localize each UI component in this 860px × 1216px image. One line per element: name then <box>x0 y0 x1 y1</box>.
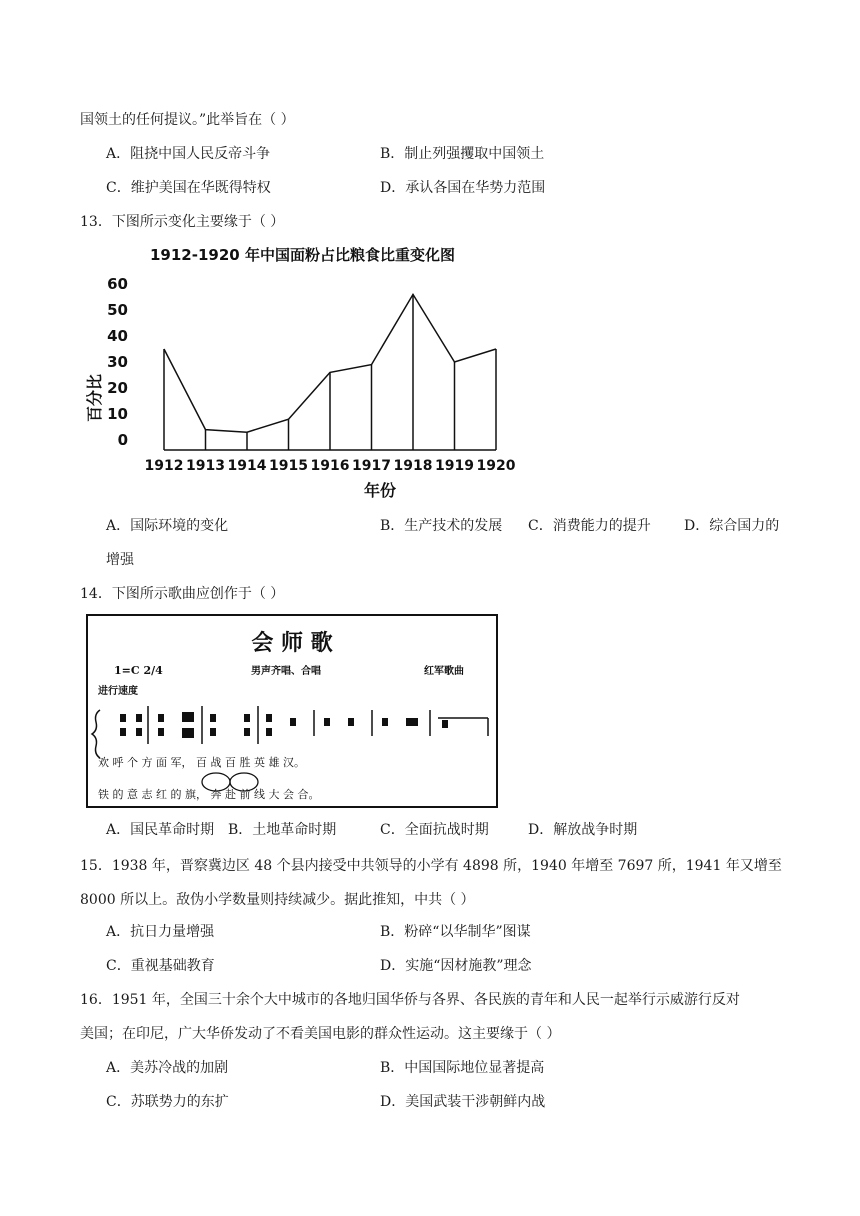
y-tick-label: 10 <box>107 405 128 423</box>
x-tick-label: 1920 <box>476 458 516 474</box>
q16-option-a: A．美苏冷战的加剧 <box>106 1060 229 1076</box>
x-tick-label: 1916 <box>310 458 350 474</box>
x-tick-label: 1913 <box>186 458 225 474</box>
q12-option-d: D．承认各国在华势力范围 <box>380 180 546 196</box>
x-tick-label: 1912 <box>144 458 184 474</box>
q12-option-c: C．维护美国在华既得特权 <box>106 180 271 196</box>
q15-option-d: D．实施“因材施教”理念 <box>380 958 532 974</box>
q13-option-b: B．生产技术的发展 <box>380 518 503 534</box>
song-score-image <box>86 614 498 808</box>
q12-option-b: B．制止列强攫取中国领土 <box>380 146 545 162</box>
y-tick-label: 0 <box>117 431 128 449</box>
chart-title: 1912-1920 年中国面粉占比粮食比重变化图 <box>150 246 455 264</box>
score-key: 1=C 2/4 <box>114 664 163 677</box>
score-title: 会 师 歌 <box>251 630 333 656</box>
q14-option-c: C．全面抗战时期 <box>380 822 489 838</box>
q16-stem-line-1: 16．1951 年，全国三十余个大中城市的各地归国华侨与各界、各民族的青年和人民一起举行示威游行反对 <box>80 992 740 1008</box>
y-tick-label: 50 <box>107 301 128 319</box>
q15-stem-line-1: 15．1938 年，晋察冀边区 48 个县内接受中共领导的小学有 4898 所，1940 年增至 7697 所，1941 年又增至 <box>80 858 782 874</box>
q13-option-d-wrap: 增强 <box>106 552 134 568</box>
x-tick-label: 1914 <box>227 458 267 474</box>
score-tempo: 进行速度 <box>98 686 138 697</box>
q14-option-a: A．国民革命时期 <box>106 822 215 838</box>
q13-option-c: C．消费能力的提升 <box>528 518 651 534</box>
x-tick-label: 1919 <box>435 458 474 474</box>
q16-option-d: D．美国武装干涉朝鲜内战 <box>380 1094 546 1110</box>
q16-option-c: C．苏联势力的东扩 <box>106 1094 229 1110</box>
q13-stem: 13．下图所示变化主要缘于（ ） <box>80 214 285 230</box>
score-source: 红军歌曲 <box>424 666 464 677</box>
q14-stem: 14．下图所示歌曲应创作于（ ） <box>80 586 285 602</box>
q12-option-a: A．阻挠中国人民反帝斗争 <box>106 146 271 162</box>
y-axis-label: 百分比 <box>85 373 104 423</box>
score-form: 男声齐唱、合唱 <box>251 666 321 677</box>
q16-stem-line-2: 美国；在印尼，广大华侨发动了不看美国电影的群众性运动。这主要缘于（ ） <box>80 1026 561 1042</box>
y-tick-label: 20 <box>107 379 128 397</box>
q15-stem-line-2: 8000 所以上。敌伪小学数量则持续减少。据此推知，中共（ ） <box>80 892 475 908</box>
y-tick-label: 60 <box>107 275 128 293</box>
q15-option-b: B．粉碎“以华制华”图谋 <box>380 924 531 940</box>
score-lyrics-line-2: 铁 的 意 志 红 的 旗， 奔 赴 前 线 大 会 合。 <box>98 788 320 801</box>
q13-option-a: A．国际环境的变化 <box>106 518 229 534</box>
q15-option-a: A．抗日力量增强 <box>106 924 215 940</box>
score-lyrics-line-1: 欢 呼 个 方 面 军， 百 战 百 胜 英 雄 汉。 <box>98 756 305 769</box>
x-axis-label: 年份 <box>363 481 397 500</box>
q12-stem-continuation: 国领土的任何提议。”此举旨在（ ） <box>80 112 295 128</box>
q13-option-d: D．综合国力的 <box>684 518 780 534</box>
x-tick-label: 1918 <box>393 458 433 474</box>
q15-option-c: C．重视基础教育 <box>106 958 215 974</box>
x-tick-label: 1917 <box>352 458 391 474</box>
flour-ratio-line-chart <box>80 240 530 502</box>
q14-option-d: D．解放战争时期 <box>528 822 638 838</box>
q14-option-b: B．土地革命时期 <box>228 822 337 838</box>
y-tick-label: 40 <box>107 327 128 345</box>
q16-option-b: B．中国国际地位显著提高 <box>380 1060 545 1076</box>
x-tick-label: 1915 <box>269 458 308 474</box>
y-tick-label: 30 <box>107 353 128 371</box>
